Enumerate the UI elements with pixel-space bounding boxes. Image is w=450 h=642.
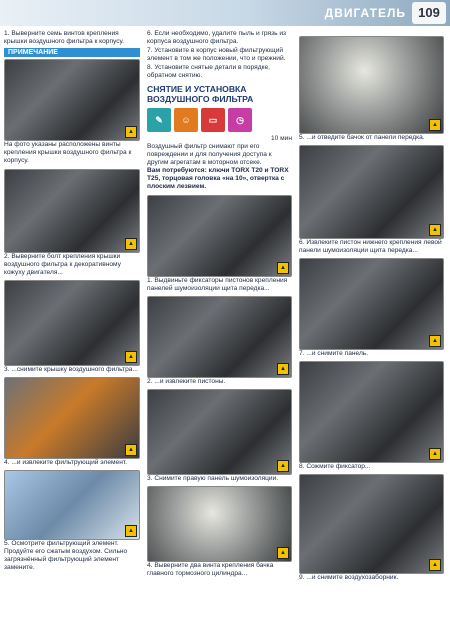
time-label: 10 мин <box>270 135 292 142</box>
photo-badge-icon: ▲ <box>277 460 289 472</box>
step-8-text: 8. Установите снятые детали в порядке, обратном снятию. <box>147 64 271 79</box>
step-2-caption: 2. Выверните болт крепления крышки воздушного фильтра к декоративному кожуху двигателя... <box>4 253 121 276</box>
photo-badge-icon: ▲ <box>277 262 289 274</box>
photo-inspect-filter <box>4 470 140 540</box>
step-3-caption: 3. ...снимите крышку воздушного фильтра... <box>4 366 138 373</box>
photo-badge-icon: ▲ <box>125 525 137 537</box>
caption-4: 4. Выверните два винта крепления бачка главного тормозного цилиндра... <box>147 562 274 577</box>
note-title: ПРИМЕЧАНИЕ <box>4 48 140 57</box>
step-4-caption: 4. ...и извлеките фильтрующий элемент. <box>4 459 127 466</box>
photo-extract-pistons <box>147 296 292 378</box>
difficulty-icons <box>147 108 292 132</box>
caption-8: 8. Сожмите фиксатор... <box>299 463 371 470</box>
step-1-text: 1. Выверните семь винтов крепления крышки воздушного фильтра к корпусу. <box>4 30 125 45</box>
photo-pistons <box>147 195 292 277</box>
photo-remove-cover <box>4 280 140 366</box>
intro-text: Воздушный фильтр снимают при его повреждении и для получения доступа к другим агрегатам в моторном отсеке. <box>147 143 272 166</box>
photo-badge-icon: ▲ <box>429 448 441 460</box>
caption-1: 1. Выдвиньте фиксаторы пистонов крепления панелей шумоизоляции щита передка... <box>147 277 288 292</box>
photo-move-reservoir <box>299 36 444 134</box>
section-heading: СНЯТИЕ И УСТАНОВКА ВОЗДУШНОГО ФИЛЬТРА <box>147 84 254 104</box>
page-number: 109 <box>412 2 446 24</box>
photo-badge-icon: ▲ <box>125 126 137 138</box>
photo-badge-icon: ▲ <box>429 335 441 347</box>
person-icon: ☺ <box>174 108 198 132</box>
caption-6: 6. Извлеките пистон нижнего крепления левой панели шумоизоляции щита передка... <box>299 239 442 254</box>
step-7-text: 7. Установите в корпус новый фильтрующий элемент в том же положении, что и прежний. <box>147 47 286 62</box>
clock-icon: ◷ <box>228 108 252 132</box>
photo-bolt-cover <box>4 169 140 253</box>
section-title: ДВИГАТЕЛЬ <box>324 6 406 20</box>
photo-badge-icon: ▲ <box>429 224 441 236</box>
middle-column <box>147 30 292 578</box>
caption-5: 5. ...и отведите бачок от панели передка. <box>299 134 425 141</box>
step-5-caption: 5. Осмотрите фильтрующий элемент. Продуйте его сжатым воздухом. Сильно загрязнённый фильтрующий элемент замените. <box>4 540 128 571</box>
photo-brake-reservoir <box>147 486 292 562</box>
photo-badge-icon: ▲ <box>125 351 137 363</box>
step-6-text: 6. Если необходимо, удалите пыль и грязь из корпуса воздушного фильтра. <box>147 30 287 45</box>
photo-left-panel-piston <box>299 145 444 239</box>
photo-badge-icon: ▲ <box>429 559 441 571</box>
caption-7: 7. ...и снимите панель. <box>299 350 369 357</box>
photo-badge-icon: ▲ <box>125 238 137 250</box>
photo-right-panel <box>147 389 292 475</box>
photo-badge-icon: ▲ <box>429 119 441 131</box>
photo-remove-panel <box>299 258 444 350</box>
photo-squeeze-clip <box>299 361 444 463</box>
tools-text: Вам потребуются: ключи TORX T20 и TORX T25, торцовая головка «на 10», отвертка с плоским лезвием. <box>147 167 289 190</box>
page-header <box>0 0 450 26</box>
photo-air-intake <box>299 474 444 574</box>
note-caption: На фото указаны расположены винты крепления крышки воздушного фильтра к корпусу. <box>4 141 132 164</box>
photo-badge-icon: ▲ <box>125 444 137 456</box>
right-column <box>299 36 444 582</box>
caption-9: 9. ...и снимите воздухозаборник. <box>299 574 399 581</box>
left-column <box>4 30 140 572</box>
caption-2: 2. ...и извлеките пистоны. <box>147 378 226 385</box>
photo-air-filter-cover-screws <box>4 59 140 141</box>
car-icon: ▭ <box>201 108 225 132</box>
photo-badge-icon: ▲ <box>277 363 289 375</box>
wrench-icon: ✎ <box>147 108 171 132</box>
caption-3: 3. Снимите правую панель шумоизоляции. <box>147 475 279 482</box>
photo-filter-element <box>4 377 140 459</box>
photo-badge-icon: ▲ <box>277 547 289 559</box>
